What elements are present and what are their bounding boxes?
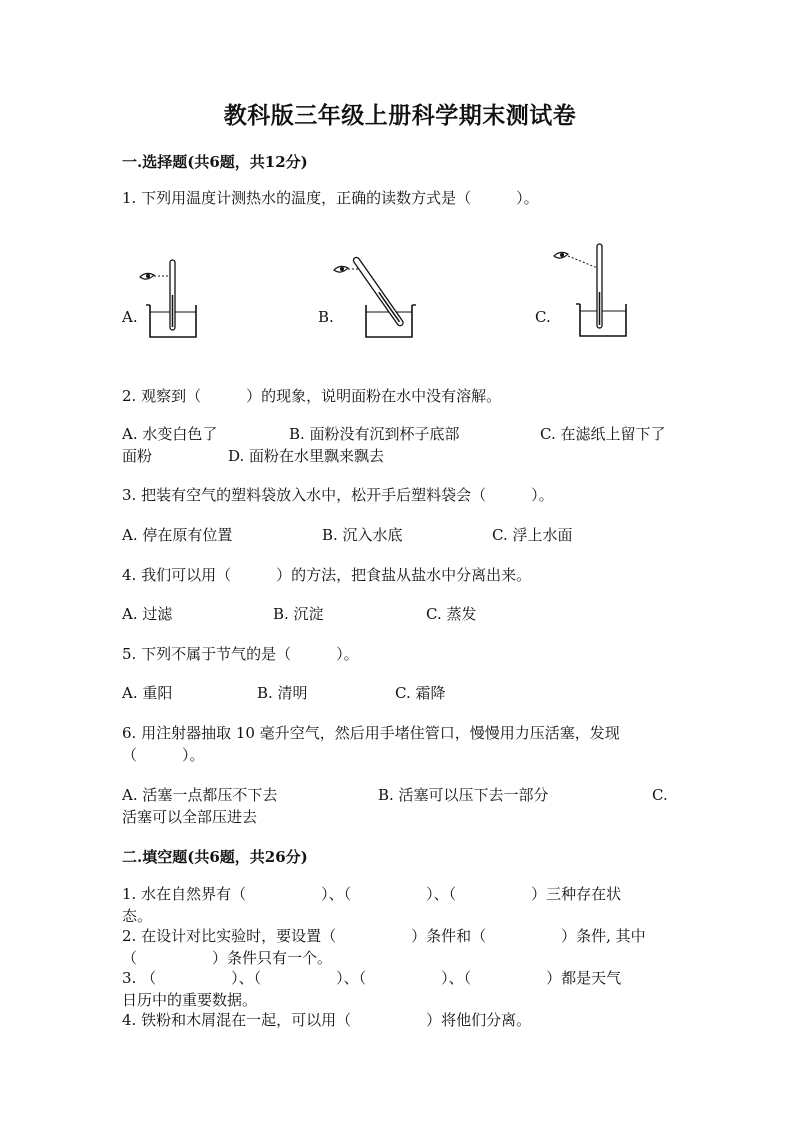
thermometer-beaker-figure-a: [138, 255, 208, 341]
q6-option-c: C.: [652, 786, 668, 804]
q5-option-c: C. 霜降: [395, 684, 446, 702]
fill-blank-2: 2. 在设计对比实验时，要设置（ ）条件和（ ）条件, 其中: [122, 927, 646, 945]
page-title: 教科版三年级上册科学期末测试卷: [223, 102, 577, 129]
q1-option-c-label: C.: [535, 308, 551, 326]
q3-option-c: C. 浮上水面: [492, 526, 573, 544]
q6-option-a: A. 活塞一点都压不下去: [122, 786, 278, 804]
section-heading-choice: 一.选择题(共6题，共12分): [122, 153, 308, 171]
question-6-text: 6. 用注射器抽取 10 毫升空气，然后用手堵住管口，慢慢用力压活塞，发现: [122, 724, 620, 742]
q5-option-b: B. 清明: [257, 684, 308, 702]
fill-blank-1: 1. 水在自然界有（ ）、（ ）、（ ）三种存在状: [122, 885, 622, 903]
q6-option-c-continued: 活塞可以全部压进去: [122, 808, 258, 826]
q2-option-d: D. 面粉在水里飘来飘去: [228, 447, 385, 465]
q2-option-c: C. 在滤纸上留下了: [540, 425, 666, 443]
question-6-text-continued: （ ）。: [122, 746, 205, 764]
fill-blank-1-continued: 态。: [122, 907, 153, 925]
q3-option-a: A. 停在原有位置: [122, 526, 233, 544]
question-3-text: 3. 把装有空气的塑料袋放入水中，松开手后塑料袋会（ ）。: [122, 486, 554, 504]
fill-blank-2-continued: （ ）条件只有一个。: [122, 949, 333, 967]
q4-option-c: C. 蒸发: [426, 605, 477, 623]
fill-blank-4: 4. 铁粉和木屑混在一起，可以用（ ）将他们分离。: [122, 1011, 532, 1029]
thermometer-beaker-figure-c: [552, 242, 632, 342]
q2-option-a: A. 水变白色了: [122, 425, 218, 443]
q4-option-a: A. 过滤: [122, 605, 173, 623]
q2-option-c-continued: 面粉: [122, 447, 153, 465]
question-2-text: 2. 观察到（ ）的现象，说明面粉在水中没有溶解。: [122, 387, 502, 405]
q5-option-a: A. 重阳: [122, 684, 173, 702]
fill-blank-3-continued: 日历中的重要数据。: [122, 991, 258, 1009]
q3-option-b: B. 沉入水底: [322, 526, 403, 544]
question-4-text: 4. 我们可以用（ ）的方法，把食盐从盐水中分离出来。: [122, 566, 532, 584]
q1-option-b-label: B.: [318, 308, 334, 326]
q4-option-b: B. 沉淀: [273, 605, 324, 623]
q6-option-b: B. 活塞可以压下去一部分: [378, 786, 549, 804]
fill-blank-3: 3. （ ）、（ ）、（ ）、（ ）都是天气: [122, 969, 622, 987]
section-heading-fill-blank: 二.填空题(共6题，共26分): [122, 848, 308, 866]
question-1-text: 1. 下列用温度计测热水的温度，正确的读数方式是（ ）。: [122, 189, 539, 207]
q2-option-b: B. 面粉没有沉到杯子底部: [289, 425, 460, 443]
question-5-text: 5. 下列不属于节气的是（ ）。: [122, 645, 359, 663]
q1-option-a-label: A.: [122, 308, 138, 326]
thermometer-beaker-figure-b: [332, 252, 422, 342]
